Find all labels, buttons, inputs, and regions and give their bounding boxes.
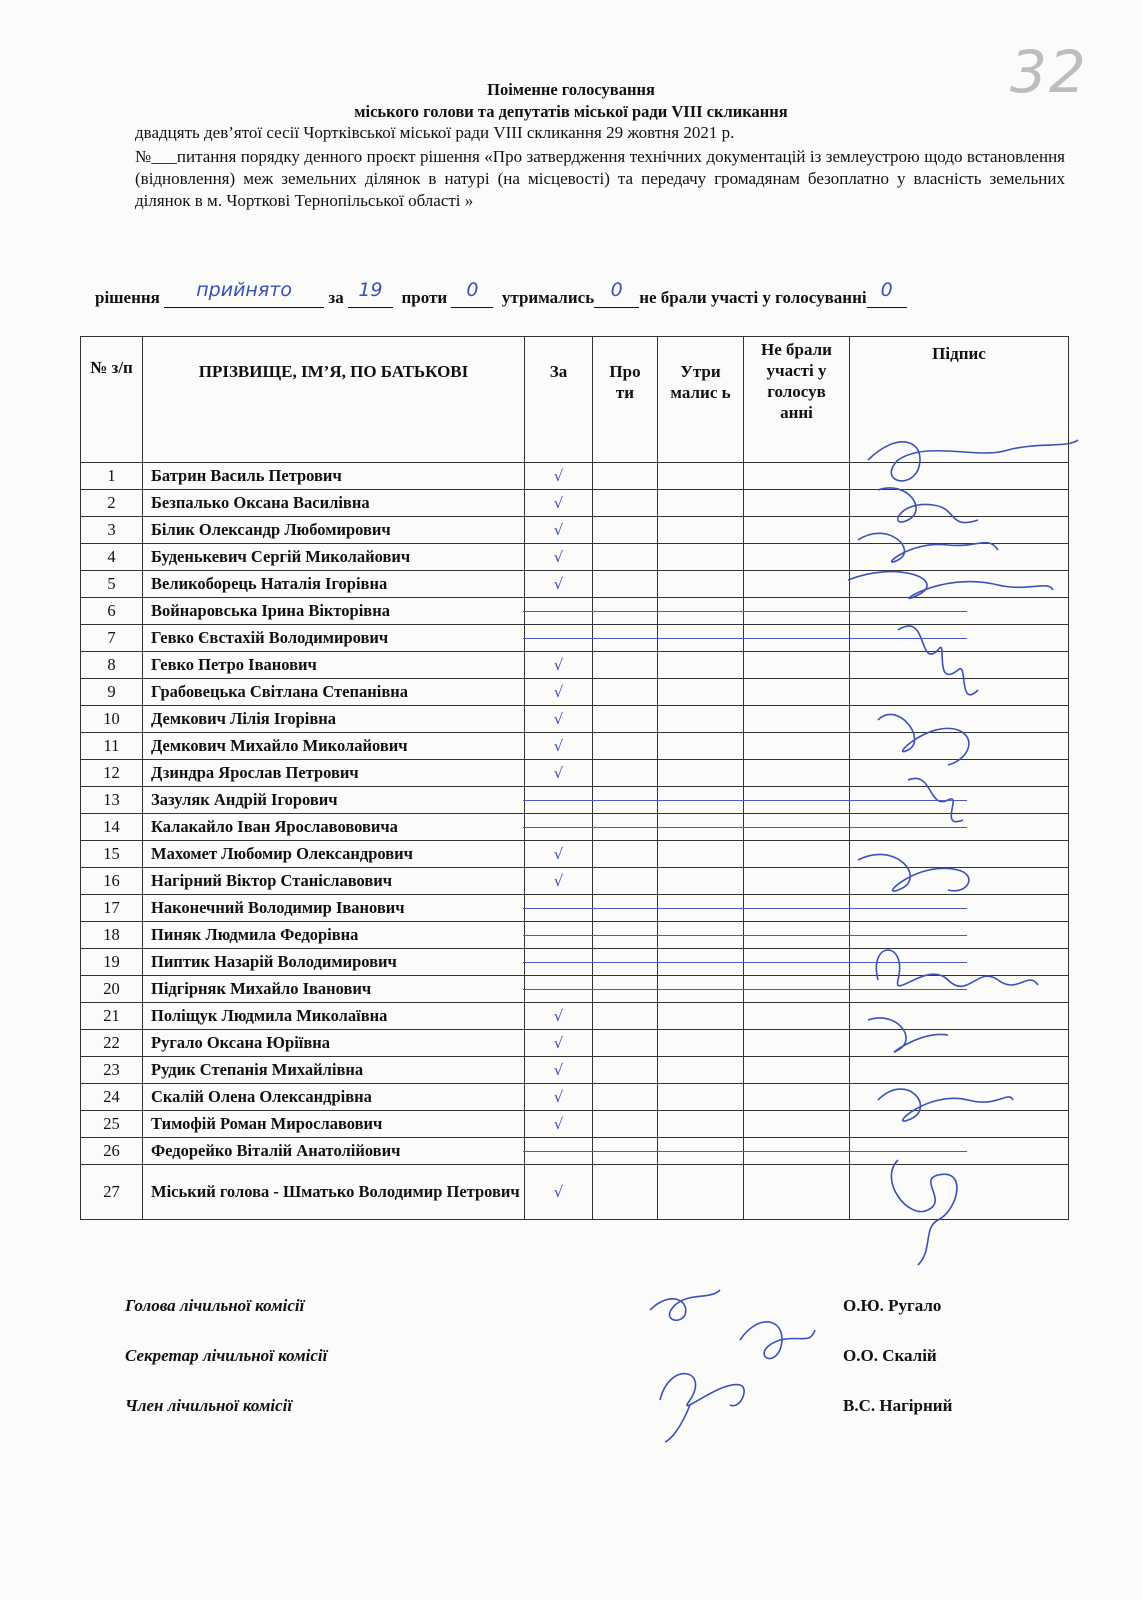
signature-cell (850, 1003, 1069, 1030)
row-number: 15 (81, 841, 143, 868)
vote-against-cell (593, 760, 658, 787)
vote-abstained-cell (658, 733, 744, 760)
commission-secretary-name: О.О. Скалій (843, 1346, 937, 1365)
vote-for-mark: √ (525, 1084, 593, 1111)
vote-for-mark: √ (525, 652, 593, 679)
signature-cell (850, 652, 1069, 679)
vote-against-cell (593, 1030, 658, 1057)
crossed-out-line (523, 935, 968, 936)
decision-label: рішення (95, 288, 160, 307)
vote-abstained-cell (658, 1057, 744, 1084)
header-abstained: Утри малис ь (658, 337, 744, 463)
vote-for-mark: √ (525, 760, 593, 787)
vote-abstained-cell (658, 1111, 744, 1138)
row-number: 11 (81, 733, 143, 760)
row-number: 9 (81, 679, 143, 706)
vote-not-participated-cell (744, 1003, 850, 1030)
table-row (81, 679, 1069, 706)
deputy-name: Войнаровська Ірина Вікторівна (143, 598, 525, 625)
vote-for-mark: √ (525, 571, 593, 598)
vote-not-participated-cell (744, 544, 850, 571)
deputy-name: Демкович Лілія Ігорівна (143, 706, 525, 733)
crossed-out-line (523, 800, 968, 801)
header-for: За (525, 337, 593, 463)
deputy-name: Демкович Михайло Миколайович (143, 733, 525, 760)
vote-for-mark: √ (525, 1057, 593, 1084)
table-row (81, 1057, 1069, 1084)
row-number: 6 (81, 598, 143, 625)
deputy-name: Грабовецька Світлана Степанівна (143, 679, 525, 706)
vote-not-participated-cell (744, 571, 850, 598)
table-row (81, 1084, 1069, 1111)
roll-call-table (80, 336, 1069, 1220)
signature-cell (850, 760, 1069, 787)
deputy-name: Пиптик Назарій Володимирович (143, 949, 525, 976)
crossed-out-line (523, 827, 968, 828)
deputy-name: Махомет Любомир Олександрович (143, 841, 525, 868)
vote-abstained-cell (658, 679, 744, 706)
vote-against-cell (593, 490, 658, 517)
vote-not-participated-cell (744, 1057, 850, 1084)
vote-against-cell (593, 841, 658, 868)
row-number: 8 (81, 652, 143, 679)
row-number: 18 (81, 922, 143, 949)
vote-not-participated-cell (744, 706, 850, 733)
row-number: 7 (81, 625, 143, 652)
vote-for-mark: √ (525, 490, 593, 517)
signature-cell (850, 1111, 1069, 1138)
signature-cell (850, 841, 1069, 868)
vote-abstained-cell (658, 706, 744, 733)
session-line: двадцять дев’ятої сесії Чортківської міської ради VIII скликання 29 жовтня 2021 р. (135, 123, 735, 142)
vote-abstained-cell (658, 841, 744, 868)
deputy-name: Батрин Василь Петрович (143, 463, 525, 490)
vote-for-mark: √ (525, 1165, 593, 1220)
row-number: 13 (81, 787, 143, 814)
abstained-label: утримались (501, 288, 595, 307)
row-number: 3 (81, 517, 143, 544)
vote-abstained-cell (658, 544, 744, 571)
vote-against-cell (593, 1084, 658, 1111)
signature-cell (850, 868, 1069, 895)
vote-for-mark: √ (525, 517, 593, 544)
vote-against-cell (593, 463, 658, 490)
vote-against-cell (593, 1003, 658, 1030)
commission-signatures-scribble (630, 1270, 820, 1445)
signature-cell (850, 1165, 1069, 1220)
row-number: 23 (81, 1057, 143, 1084)
signature-cell (850, 733, 1069, 760)
table-row (81, 490, 1069, 517)
table-row (81, 760, 1069, 787)
vote-against-cell (593, 679, 658, 706)
row-number: 1 (81, 463, 143, 490)
vote-not-participated-cell (744, 1111, 850, 1138)
table-row (81, 1030, 1069, 1057)
for-label: за (328, 288, 344, 307)
table-row (81, 571, 1069, 598)
signature-cell (850, 1030, 1069, 1057)
row-number: 22 (81, 1030, 143, 1057)
deputy-name: Скалій Олена Олександрівна (143, 1084, 525, 1111)
vote-against-cell (593, 868, 658, 895)
deputy-name: Міський голова - Шматько Володимир Петрович (143, 1165, 525, 1220)
deputy-name: Безпалько Оксана Василівна (143, 490, 525, 517)
signature-cell (850, 517, 1069, 544)
signature-cell (850, 1057, 1069, 1084)
deputy-name: Білик Олександр Любомирович (143, 517, 525, 544)
vote-not-participated-cell (744, 463, 850, 490)
vote-for-mark: √ (525, 1111, 593, 1138)
vote-abstained-cell (658, 1084, 744, 1111)
row-number: 10 (81, 706, 143, 733)
signature-cell (850, 544, 1069, 571)
vote-not-participated-cell (744, 1084, 850, 1111)
header-signature: Підпис (850, 337, 1069, 463)
deputy-name: Гевко Петро Іванович (143, 652, 525, 679)
vote-not-participated-cell (744, 679, 850, 706)
not-voted-count: 0 (880, 279, 893, 301)
vote-against-cell (593, 1165, 658, 1220)
vote-not-participated-cell (744, 652, 850, 679)
agenda-item: №___питання порядку денного проєкт рішення «Про затвердження технічних документацій із землеустрою щодо встановлення (відновлення) меж земельних ділянок в натурі (на місцевості) та передачу громадянам безоплатно у власність земельних ділянок в м. Чорткові Тернопільської області » (135, 147, 1065, 210)
signature-cell (850, 490, 1069, 517)
handwritten-page-number: 32 (1010, 38, 1088, 106)
crossed-out-line (523, 638, 968, 639)
vote-against-cell (593, 706, 658, 733)
row-number: 20 (81, 976, 143, 1003)
vote-abstained-cell (658, 760, 744, 787)
vote-abstained-cell (658, 652, 744, 679)
table-row (81, 544, 1069, 571)
row-number: 5 (81, 571, 143, 598)
vote-not-participated-cell (744, 517, 850, 544)
vote-for-mark: √ (525, 706, 593, 733)
table-row (81, 517, 1069, 544)
deputy-name: Ругало Оксана Юріївна (143, 1030, 525, 1057)
vote-against-cell (593, 1111, 658, 1138)
commission-head-name: О.Ю. Ругало (843, 1296, 942, 1315)
signature-cell (850, 1084, 1069, 1111)
row-number: 26 (81, 1138, 143, 1165)
vote-abstained-cell (658, 1165, 744, 1220)
vote-for-mark: √ (525, 733, 593, 760)
deputy-name: Федорейко Віталій Анатолійович (143, 1138, 525, 1165)
commission-head-label: Голова лічильної комісії (125, 1296, 305, 1315)
crossed-out-line (523, 962, 968, 963)
table-row (81, 706, 1069, 733)
header-not-voted: Не брали участі у голосув анні (744, 337, 850, 463)
header-name: ПРІЗВИЩЕ, ІМ’Я, ПО БАТЬКОВІ (143, 337, 525, 463)
vote-not-participated-cell (744, 1165, 850, 1220)
vote-abstained-cell (658, 1003, 744, 1030)
signature-cell (850, 463, 1069, 490)
table-row (81, 652, 1069, 679)
deputy-name: Підгірняк Михайло Іванович (143, 976, 525, 1003)
vote-abstained-cell (658, 571, 744, 598)
vote-not-participated-cell (744, 490, 850, 517)
against-label: проти (401, 288, 448, 307)
table-row (81, 841, 1069, 868)
row-number: 4 (81, 544, 143, 571)
deputy-name: Буденькевич Сергій Миколайович (143, 544, 525, 571)
deputy-name: Гевко Євстахій Володимирович (143, 625, 525, 652)
vote-abstained-cell (658, 517, 744, 544)
row-number: 2 (81, 490, 143, 517)
vote-for-mark: √ (525, 544, 593, 571)
vote-abstained-cell (658, 463, 744, 490)
decision-summary (95, 279, 1075, 308)
vote-abstained-cell (658, 1030, 744, 1057)
row-number: 24 (81, 1084, 143, 1111)
vote-for-mark: √ (525, 679, 593, 706)
row-number: 12 (81, 760, 143, 787)
for-count: 19 (358, 279, 383, 301)
row-number: 14 (81, 814, 143, 841)
row-number: 21 (81, 1003, 143, 1030)
vote-not-participated-cell (744, 841, 850, 868)
document-subtitle: міського голови та депутатів міської ради VIII скликання (354, 102, 788, 121)
row-number: 25 (81, 1111, 143, 1138)
vote-not-participated-cell (744, 868, 850, 895)
commission-member-name: В.С. Нагірний (843, 1396, 953, 1415)
row-number: 17 (81, 895, 143, 922)
row-number: 19 (81, 949, 143, 976)
vote-abstained-cell (658, 868, 744, 895)
deputy-name: Пиняк Людмила Федорівна (143, 922, 525, 949)
vote-against-cell (593, 517, 658, 544)
deputy-name: Тимофій Роман Мирославович (143, 1111, 525, 1138)
vote-against-cell (593, 652, 658, 679)
deputy-name: Зазуляк Андрій Ігорович (143, 787, 525, 814)
deputy-name: Нагірний Віктор Станіславович (143, 868, 525, 895)
table-row (81, 733, 1069, 760)
signature-cell (850, 706, 1069, 733)
header-num: № з/п (81, 337, 143, 463)
signature-cell (850, 571, 1069, 598)
vote-not-participated-cell (744, 1030, 850, 1057)
vote-for-mark: √ (525, 1003, 593, 1030)
decision-value: прийнято (196, 279, 292, 301)
deputy-name: Дзиндра Ярослав Петрович (143, 760, 525, 787)
crossed-out-line (523, 989, 968, 990)
document-title: Поіменне голосування (487, 80, 655, 99)
table-row (81, 868, 1069, 895)
commission-member-label: Член лічильної комісії (125, 1396, 293, 1415)
row-number: 27 (81, 1165, 143, 1220)
against-count: 0 (466, 279, 479, 301)
vote-against-cell (593, 733, 658, 760)
vote-for-mark: √ (525, 463, 593, 490)
table-row (81, 1165, 1069, 1220)
signature-cell (850, 679, 1069, 706)
table-row (81, 1003, 1069, 1030)
vote-for-mark: √ (525, 868, 593, 895)
vote-not-participated-cell (744, 733, 850, 760)
deputy-name: Рудик Степанія Михайлівна (143, 1057, 525, 1084)
vote-abstained-cell (658, 490, 744, 517)
vote-not-participated-cell (744, 760, 850, 787)
crossed-out-line (523, 908, 968, 909)
table-row (81, 463, 1069, 490)
deputy-name: Наконечний Володимир Іванович (143, 895, 525, 922)
crossed-out-line (523, 611, 968, 612)
row-number: 16 (81, 868, 143, 895)
not-voted-label: не брали участі у голосуванні (639, 288, 867, 307)
vote-against-cell (593, 571, 658, 598)
table-row (81, 1111, 1069, 1138)
vote-for-mark: √ (525, 841, 593, 868)
vote-for-mark: √ (525, 1030, 593, 1057)
header-against: Про ти (593, 337, 658, 463)
commission-secretary-label: Секретар лічильної комісії (125, 1346, 328, 1365)
vote-against-cell (593, 1057, 658, 1084)
deputy-name: Поліщук Людмила Миколаївна (143, 1003, 525, 1030)
vote-against-cell (593, 544, 658, 571)
abstained-count: 0 (610, 279, 623, 301)
deputy-name: Калакайло Іван Ярославововича (143, 814, 525, 841)
deputy-name: Великоборець Наталія Ігорівна (143, 571, 525, 598)
crossed-out-line (523, 1151, 968, 1152)
